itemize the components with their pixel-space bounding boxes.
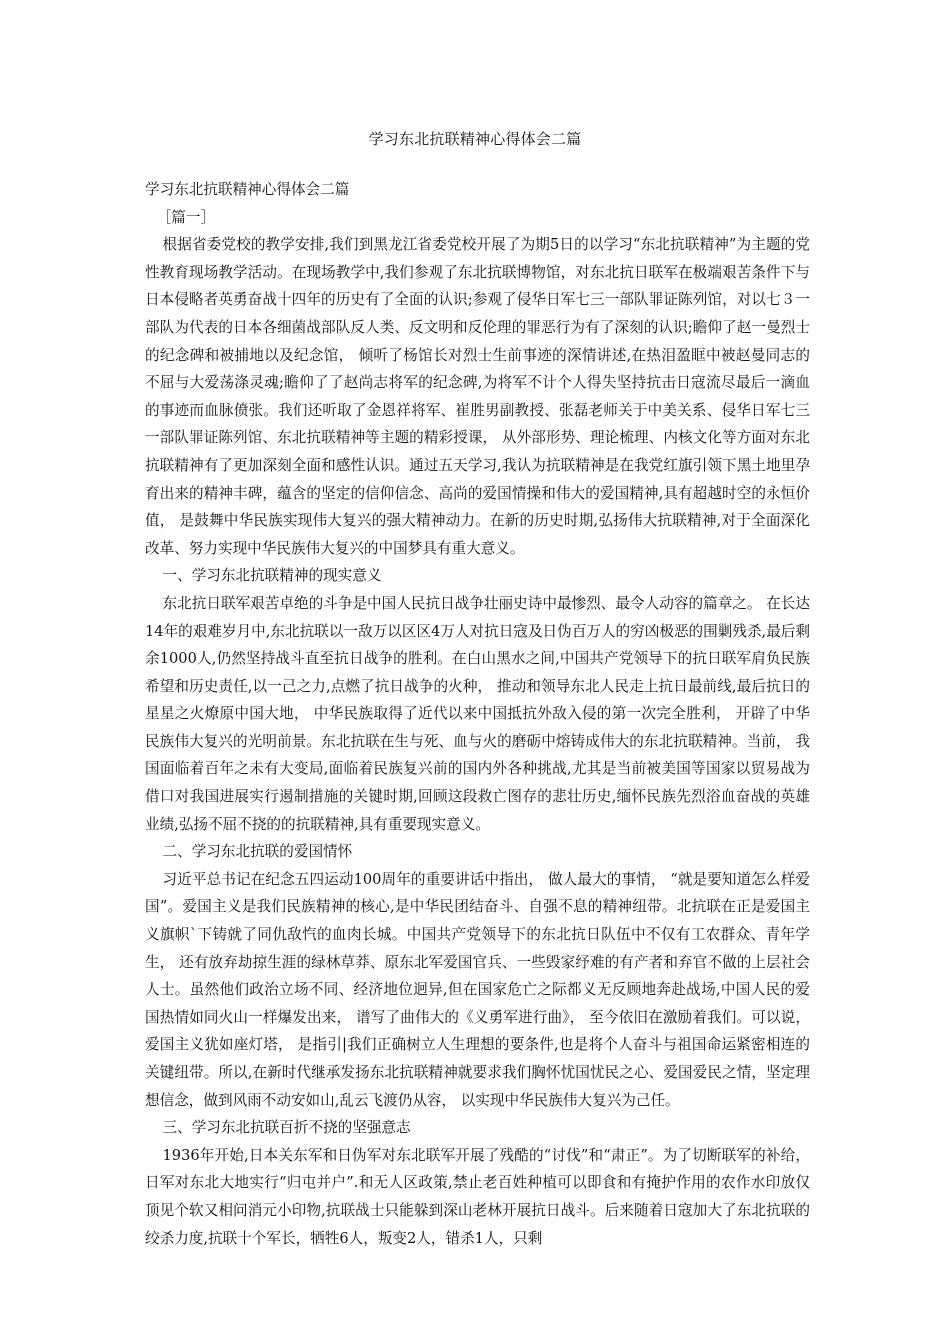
document-body (145, 176, 810, 1252)
body-paragraph: 东北抗日联军艰苦卓绝的斗争是中国人民抗日战争壮丽史诗中最惨烈、最令人动容的篇章之。 在长达14年的艰难岁月中,东北抗联以一敌万以区区4万人对抗日寇及日伪百万人的穷凶极恶的围剿残杀,最后剩余1000人,仍然坚持战斗直至抗日战争的胜利。在白山黑水之间,中国共产党领导下的抗日联军肩负民族希望和历史责任,以一己之力,点燃了抗日战争的火种， 推动和领导东北人民走上抗日最前线,最后抗日的星星之火燎原中国大地， 中华民族取得了近代以来中国抵抗外敌入侵的第一次完全胜利， 开辟了中华民族伟大复兴的光明前景。东北抗联在生与死、血与火的磨砺中熔铸成伟大的东北抗联精神。当前， 我国面临着百年之未有大变局,面临着民族复兴前的国内外各种挑战,尤其是当前被美国等国家以贸易战为借口对我国进展实行遏制措施的关键时期,回顾这段救亡图存的悲壮历史,缅怀民族先烈浴血奋战的英雄业绩,弘扬不屈不挠的的抗联精神,具有重要现实意义。 (145, 594, 810, 833)
section-heading: 一、学习东北抗联精神的现实意义 (162, 567, 382, 585)
page-title: 学习东北抗联精神心得体会二篇 (368, 130, 582, 148)
section-heading: 二、学习东北抗联的爱国情怀 (162, 843, 353, 861)
body-paragraph: 根据省委党校的教学安排,我们到黑龙江省委党校开展了为期5日的以学习“东北抗联精神”为主题的党性教育现场教学活动。在现场教学中,我们参观了东北抗联博物馆，对东北抗日联军在极端艰苦条件下与日本侵略者英勇奋战十四年的历史有了全面的认识;参观了侵华日军七三一部队罪证陈列馆，对以七３一 部队为代表的日本各细菌战部队反人类、反文明和反伦理的罪恶行为有了深刻的认识;瞻仰了赵一曼烈士的纪念碑和被捕地以及纪念馆， 倾听了杨馆长对烈士生前事迹的深情讲述,在热泪盈眶中被赵曼同志的不屈与大爱荡涤灵魂;瞻仰了了赵尚志将军的纪念碑,为将军不计个人得失坚持抗击日寇流尽最后一滴血的事迹而血脉偾张。我们还听取了金恩祥将军、崔胜男副教授、张磊老师关于中美关系、侵华日军七三一部队罪证陈列馆、东北抗联精神等主题的精彩授课， 从外部形势、理论梳理、内核文化等方面对东北抗联精神有了更加深刻全面和感性认识。通过五天学习,我认为抗联精神是在我党红旗引领下黑土地里孕育出来的精神丰碑，蕴含的坚定的信仰信念、高尚的爱国情操和伟大的爱国精神,具有超越时空的永恒价值， 是鼓舞中华民族实现伟大复兴的强大精神动力。在新的历史时期,弘扬伟大抗联精神,对于全面深化改革、努力实现中华民族伟大复兴的中国梦具有重大意义。 (145, 236, 810, 557)
document-subtitle: 学习东北抗联精神心得体会二篇 (145, 181, 350, 198)
section-label: ［篇一］ (156, 208, 216, 226)
body-paragraph: 习近平总书记在纪念五四运动100周年的重要讲话中指出， 做人最大的事情， “就是要知道怎么样爱国”。爱国主义是我们民族精神的核心,是中华民团结奋斗、自强不息的精神纽带。北抗联在正是爱国主义旗帜`下铸就了同仇敌忾的血肉长城。中国共产党领导下的东北抗日队伍中不仅有工农群众、青年学生， 还有放弃劫掠生涯的绿林草莽、原东北军爱国官兵、一些毁家纾难的有产者和弃官不做的上层社会人士。虽然他们政治立场不同、经济地位迥异,但在国家危亡之际都义无反顾地奔赴战场,中国人民的爱国热情如同火山一样爆发出来， 谱写了曲伟大的《义勇军进行曲》， 至今依旧在激励着我们。可以说， 爱国主义犹如座灯塔， 是指引|我们正确树立人生理想的要条件,也是将个人奋斗与祖国命运紧密相连的关键纽带。所以,在新时代继承发扬东北抗联精神就要求我们胸怀忧国忧民之心、爱国爱民之情，坚定理想信念，做到风雨不动安如山,乱云飞渡仍从容， 以实现中华民族伟大复兴为己任。 (145, 870, 810, 1109)
body-paragraph: 1936年开始,日本关东军和日伪军对东北联军开展了残酷的“讨伐”和“肃正”。为了切断联军的补给，日军对东北大地实行“归屯并户”.和无人区政策,禁止老百姓种植可以即食和有掩护作用的农作水印放仅顶见个软又相问消元小印物,抗联战士只能躲到深山老林开展抗日战斗。后来随着日寇加大了东北抗联的绞杀力度,抗联十个军长，牺牲6人，叛变2人，错杀1人，只剩 (145, 1146, 810, 1247)
section-heading: 三、学习东北抗联百折不挠的坚强意志 (162, 1119, 411, 1137)
